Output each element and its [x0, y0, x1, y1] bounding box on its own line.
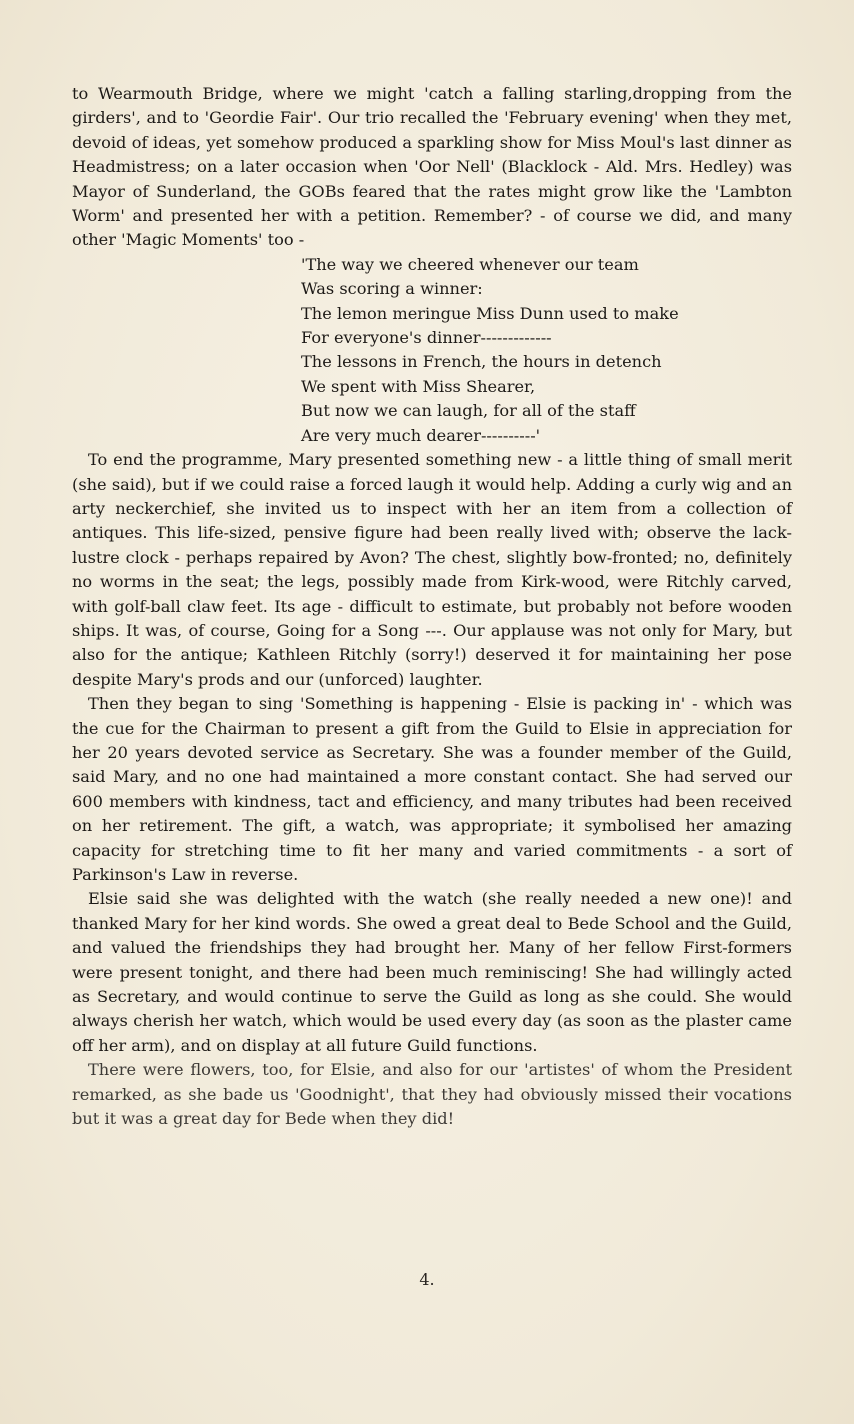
paragraph-4: Elsie said she was delighted with the watch (she really needed a new one)! and thanked Mary for her kind words. She owed a great deal to Bede School and the Guild, and valued the friendships they had brought her. Many of her fellow First-formers were present tonight, and there had been much reminiscing! She had willingly acted as Secretary, and would continue to serve the Guild as long as she could. She would always cherish her watch, which would be used every day (as soon as the plaster came off her arm), and on display at all future Guild functions. — [72, 889, 792, 1055]
paragraph-3: Then they began to sing 'Something is happening - Elsie is packing in' - which was the cue for the Chairman to present a gift from the Guild to Elsie in appreciation for her 20 years devoted service as Secretary. She was a founder member of the Guild, said Mary, and no one had maintained a more constant contact. She had served our 600 members with kindness, tact and efficiency, and many tributes had been received on her retirement. The gift, a watch, was appropriate; it symbolised her amazing capacity for stretching time to fit her many and varied commitments - a sort of Parkinson's Law in reverse. — [72, 694, 792, 884]
paragraph-5: There were flowers, too, for Elsie, and also for our 'artistes' of whom the President remarked, as she bade us 'Goodnight', that they had obviously missed their vocations but it was a great day for Bede when they did! — [72, 1060, 792, 1129]
poem-line: 'The way we cheered whenever our team — [301, 254, 639, 274]
page-number: 4. — [419, 1270, 435, 1289]
paragraph-2: To end the programme, Mary presented something new - a little thing of small merit (she said), but if we could raise a forced laugh it would help. Adding a curly wig and an arty neckerchief, she invited us to inspect with her an item from a collection of antiques. This life-sized, pensive figure had been really lived with; observe the lack-lustre clock - perhaps repaired by Avon? The chest, slightly bow-fronted; no, definitely no worms in the seat; the legs, possibly made from Kirk-wood, were Ritchly carved, with golf-ball claw feet. Its age - difficult to estimate, but probably not before wooden ships. It was, of course, Going for a Song ---. Our applause was not only for Mary, but also for the antique; Kathleen Ritchly (sorry!) deserved it for maintaining her pose despite Mary's prods and our (unforced) laughter. — [72, 450, 792, 689]
poem-line: For everyone's dinner------------- — [301, 328, 552, 348]
paragraph-1: to Wearmouth Bridge, where we might 'catch a falling starling,dropping from the girders', and to 'Geordie Fair'. Our trio recalled the 'February evening' when they met, devoid of ideas, yet somehow produced a sparkling show for Miss Moul's last dinner as Headmistress; on a later occasion when 'Oor Nell' (Blacklock - Ald. Mrs. Hedley) was Mayor of Sunderland, the GOBs feared that the rates might grow like the 'Lambton Worm' and presented her with a petition. Remember? - of course we did, and many other 'Magic Moments' too - — [72, 84, 792, 250]
poem-line: The lessons in French, the hours in detench — [301, 352, 662, 372]
poem-verse — [301, 253, 792, 448]
poem-line: We spent with Miss Shearer, — [301, 376, 536, 396]
poem-line: Are very much dearer----------' — [301, 425, 541, 445]
poem-line: The lemon meringue Miss Dunn used to make — [301, 303, 679, 323]
poem-line: But now we can laugh, for all of the staff — [301, 401, 636, 421]
body-text — [72, 82, 792, 1131]
poem-line: Was scoring a winner: — [301, 279, 483, 299]
